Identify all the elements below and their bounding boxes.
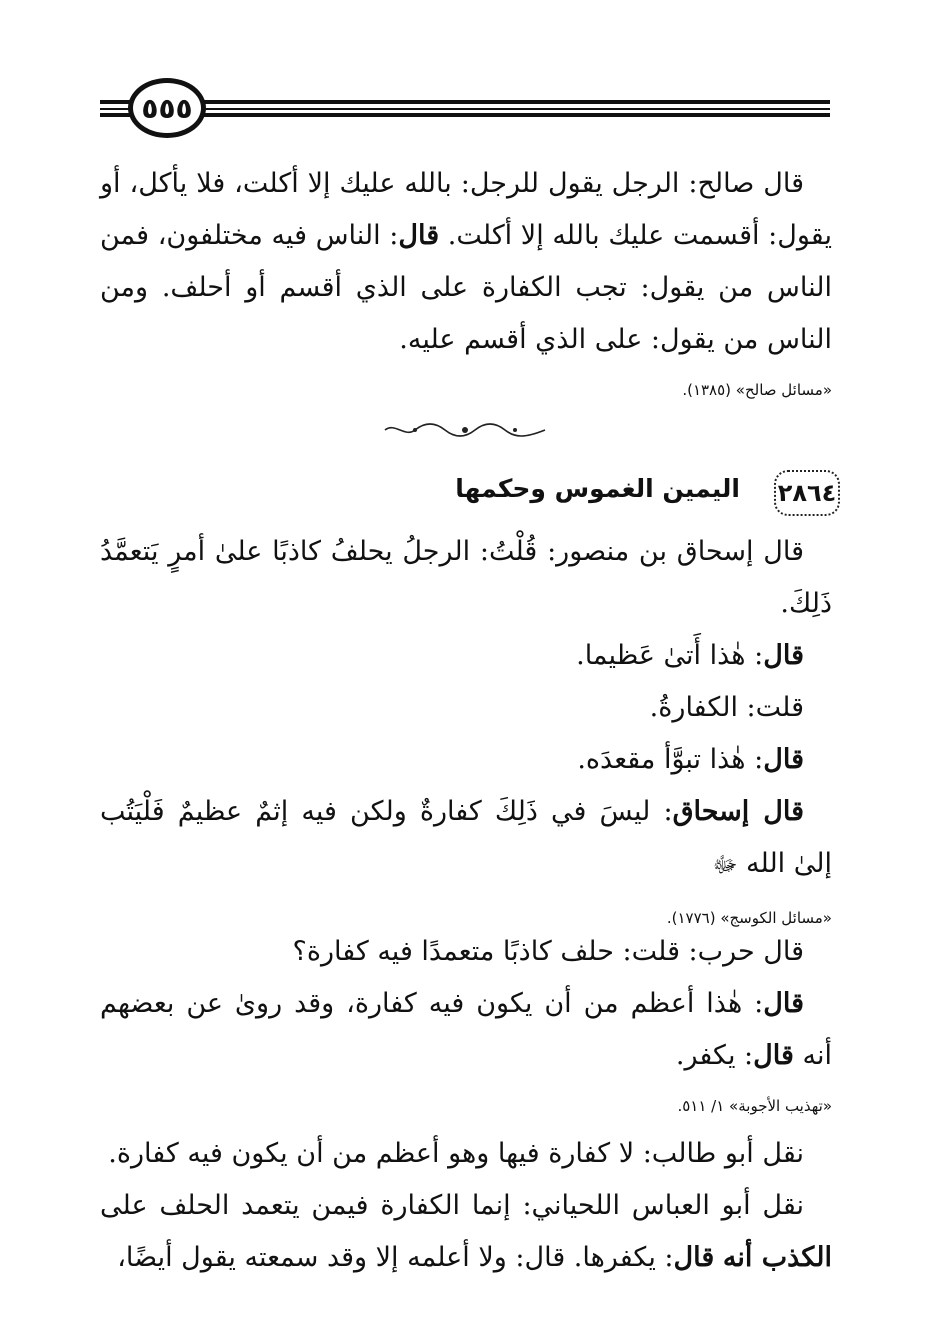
- paragraph-line: : الناس فيه مختلفون، فمن: [100, 220, 399, 251]
- speaker-label: قال: [398, 220, 440, 251]
- dialogue-line: [100, 630, 832, 682]
- paragraph-line: قال صالح: الرجل يقول للرجل: بالله عليك إلا أكلت، فلا يأكل،: [129, 168, 804, 199]
- narration-text: نقل أبو العباس اللحياني: إنما الكفارة فيمن يتعمد الحلف على: [100, 1190, 804, 1221]
- chapter-number: ٢٨٦٤: [774, 470, 840, 516]
- dialogue-text: : هٰذا أَتىٰ عَظيما.: [576, 640, 764, 671]
- dialogue-text: قلت: الكفارةُ.: [649, 692, 804, 723]
- narration-line: [100, 1180, 832, 1284]
- section-saleh: [100, 158, 832, 402]
- source-citation: «مسائل صالح» (١٣٨٥).: [682, 381, 832, 399]
- source-citation: «مسائل الكوسج» (١٧٧٦).: [666, 909, 832, 927]
- page-header: [100, 78, 830, 142]
- paragraph-saleh: [100, 158, 832, 366]
- speaker-label: قال: [763, 988, 804, 1019]
- dialogue-text: : هٰذا أعظم من أن يكون فيه كفارة، وقد رویٰ عن بعضهم أنه: [100, 988, 832, 1071]
- header-rule-bottom: [100, 113, 830, 117]
- chapter-title: اليمين الغموس وحكمها: [455, 474, 740, 503]
- narration-text: : يكفرها. قال: ولا أعلمه إلا وقد سمعته يقول أيضًا،: [117, 1242, 674, 1273]
- dialogue-text: : يكفر.: [675, 1040, 754, 1071]
- paragraph-intro: قال إسحاق بن منصور: قُلْتُ: الرجلُ يحلفُ كاذبًا علىٰ أمرٍ يَتعمَّدُ ذَلِكَ.: [100, 536, 832, 619]
- source-citation: «تهذيب الأجوبة» ١/ ٥١١.: [677, 1097, 832, 1115]
- honorific-symbol: ﷻ: [712, 853, 738, 878]
- dialogue-line: [100, 978, 832, 1082]
- page-number: ٥٥٥: [128, 78, 206, 138]
- section-narrations: [100, 1128, 832, 1284]
- speaker-label: قال: [673, 1242, 715, 1273]
- paragraph-line: الناس من يقول: تجب الكفارة على الذي أقسم أو أحلف. ومن الناس: [100, 272, 832, 355]
- dialogue-text: : ليسَ في ذَلِكَ كفارةٌ ولكن فيه إثمٌ عظيمٌ فَلْيَتُب إلىٰ الله: [100, 796, 832, 879]
- ornament-divider: [380, 420, 550, 440]
- dialogue-text: قال حرب: قلت: حلف كاذبًا متعمدًا فيه كفارة؟: [292, 936, 804, 967]
- speaker-label: قال: [753, 1040, 794, 1071]
- dialogue-line: [100, 926, 832, 978]
- speaker-label: قال: [763, 640, 804, 671]
- section-kawsaj: [100, 526, 832, 930]
- dialogue-text: : هٰذا تبوَّأ مقعدَه.: [577, 744, 764, 775]
- header-rule-middle: [100, 108, 830, 110]
- chapter-heading: [300, 470, 840, 520]
- speaker-label: قال إسحاق: [672, 796, 804, 827]
- dialogue-line: [100, 786, 832, 892]
- section-harb: [100, 926, 832, 1118]
- paragraph-line: أو يقول: أقسمت عليك بالله إلا أكلت.: [100, 168, 832, 251]
- narration-line: نقل أبو طالب: لا كفارة فيها وهو أعظم من أن يكون فيه كفارة.: [108, 1138, 804, 1169]
- paragraph-line: من يقول: على الذي أقسم عليه.: [399, 324, 759, 355]
- dialogue-line: [100, 734, 832, 786]
- speaker-label: قال: [763, 744, 804, 775]
- speaker-label: الكذب أنه: [722, 1242, 832, 1273]
- dialogue-line: [100, 682, 832, 734]
- header-rule-top: [100, 100, 830, 104]
